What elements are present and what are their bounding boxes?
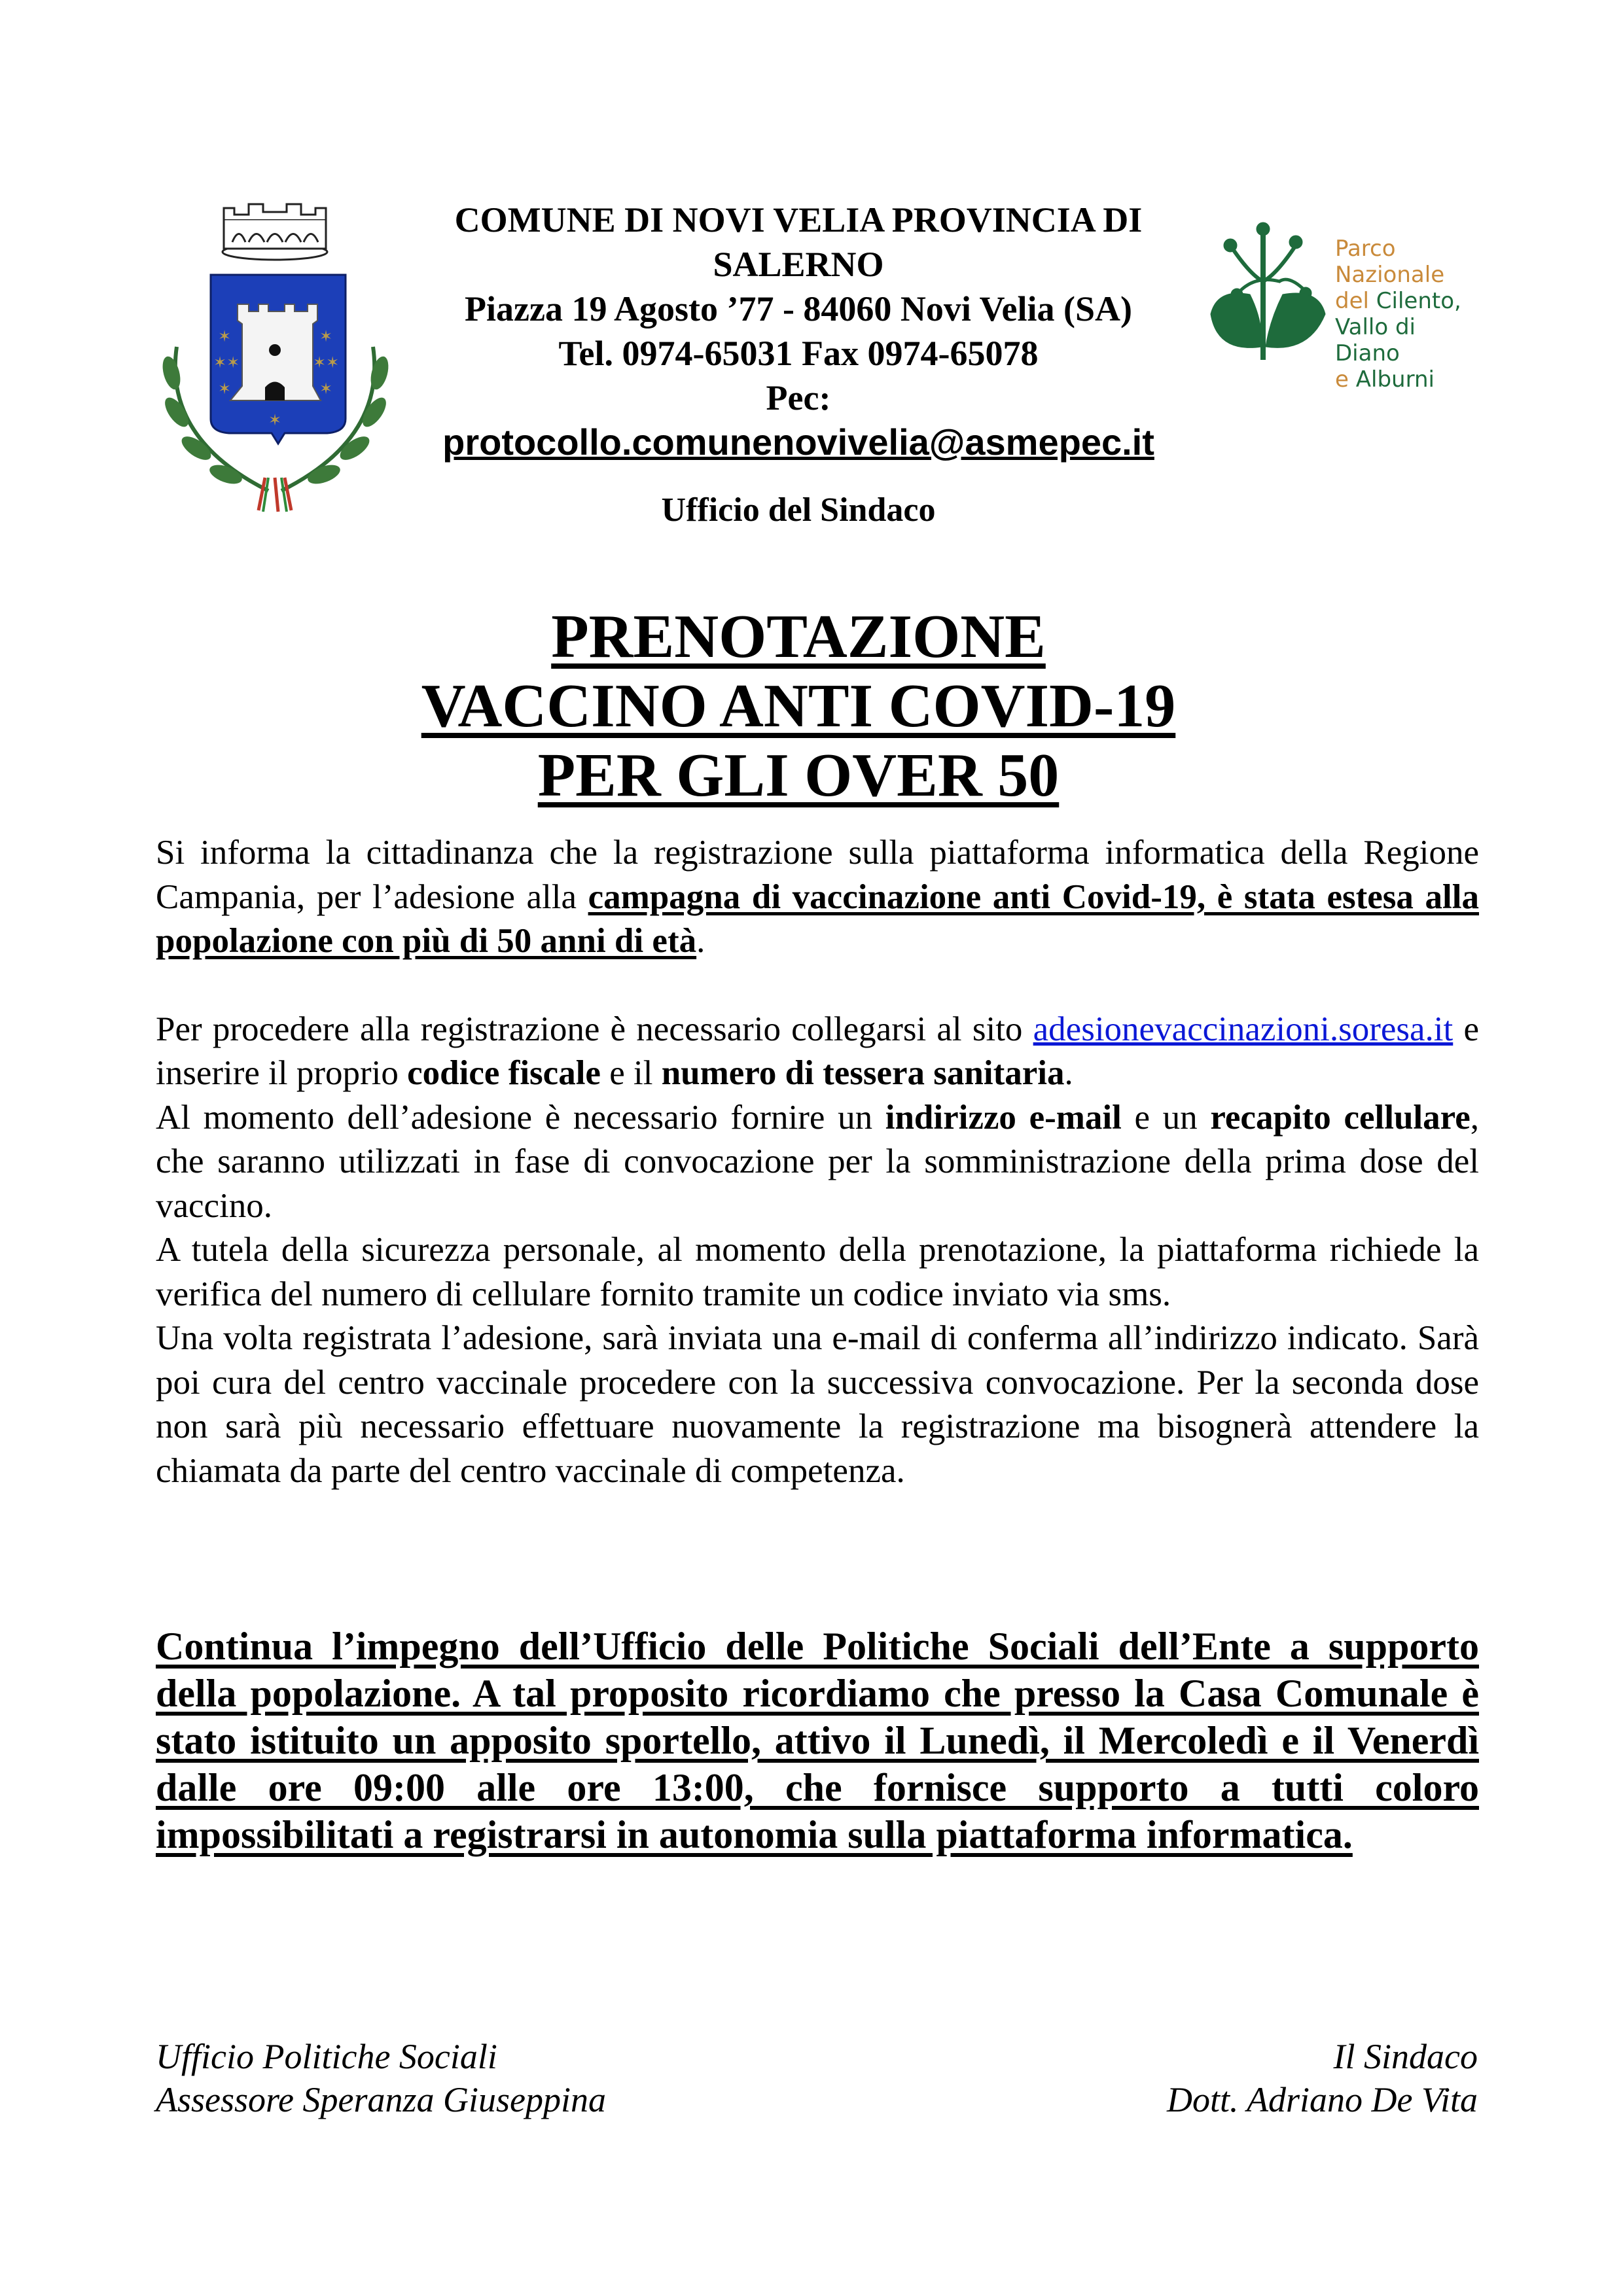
paragraph-security: A tutela della sicurezza personale, al momento della prenotazione, la piattaforma richiede la verifica del numero di cellulare fornito tramite un codice inviato via sms. bbox=[156, 1231, 1479, 1313]
header-line1: COMUNE DI NOVI VELIA PROVINCIA DI bbox=[454, 200, 1143, 239]
svg-text:✶: ✶ bbox=[319, 380, 333, 398]
header-line2: SALERNO bbox=[713, 245, 884, 284]
support-desk-notice: Continua l’impegno dell’Ufficio delle Politiche Sociali dell’Ente a supporto della popolazione. A tal proposito ricordiamo che presso la Casa Comunale è stato istituito un apposito sportello, attivo il Lunedì, il Mercoledì e il Venerdì dalle ore 09:00 alle ore 13:00, che fornisce supporto a tutti coloro impossibilitati a registrarsi in autonomia sulla piattaforma informatica. bbox=[156, 1625, 1479, 1856]
coat-of-arms-logo bbox=[151, 190, 406, 517]
pec-email-link[interactable]: protocollo.comunenovivelia@asmepec.it bbox=[442, 421, 1154, 463]
title-line2: VACCINO ANTI COVID-19 bbox=[421, 672, 1176, 740]
parco-line3: Vallo di Diano bbox=[1335, 314, 1416, 366]
signature-right-name: Dott. Adriano De Vita bbox=[1167, 2080, 1478, 2119]
parco-line2: del Cilento, bbox=[1335, 288, 1461, 314]
signature-right bbox=[1167, 2035, 1478, 2121]
signature-left-office: Ufficio Politiche Sociali bbox=[156, 2037, 497, 2076]
parco-line4: e Alburni bbox=[1335, 366, 1435, 393]
coat-of-arms-icon bbox=[151, 190, 406, 517]
parco-line1: Parco Nazionale bbox=[1335, 236, 1445, 288]
title-line1: PRENOTAZIONE bbox=[551, 603, 1046, 671]
header-phone: Tel. 0974-65031 Fax 0974-65078 bbox=[558, 334, 1039, 373]
paragraph-intro: Si informa la cittadinanza che la registrazione sulla piattaforma informatica della Regione Campania, per l’adesione alla campagna di vaccinazione anti Covid-19, è stata estesa alla popolazione con più di 50 anni di età. bbox=[156, 834, 1479, 960]
soresa-link[interactable]: adesionevaccinazioni.soresa.it bbox=[1033, 1010, 1454, 1048]
page-title bbox=[0, 602, 1597, 810]
signature-left bbox=[156, 2035, 606, 2121]
municipality-header bbox=[393, 198, 1204, 533]
parco-nazionale-logo bbox=[1204, 216, 1486, 393]
svg-text:✶: ✶ bbox=[268, 411, 282, 429]
paragraph-confirmation: Una volta registrata l’adesione, sarà inviata una e-mail di conferma all’indirizzo indicato. Sarà poi cura del centro vaccinale procedere con la successiva convocazione. Per la seconda dose non sarà più necessario effettuare nuovamente la registrazione ma bisognerà attendere la chiamata da parte del centro vaccinale di competenza. bbox=[156, 1319, 1479, 1490]
signature-left-name: Assessore Speranza Giuseppina bbox=[156, 2080, 606, 2119]
svg-text:✶: ✶ bbox=[218, 327, 232, 345]
office-label: Ufficio del Sindaco bbox=[661, 491, 936, 529]
svg-text:✶✶: ✶✶ bbox=[313, 353, 340, 372]
title-line3: PER GLI OVER 50 bbox=[537, 741, 1060, 809]
svg-text:✶: ✶ bbox=[319, 327, 333, 345]
header-address: Piazza 19 Agosto ’77 - 84060 Novi Velia (SA) bbox=[465, 289, 1132, 328]
paragraph-contacts: Al momento dell’adesione è necessario fornire un indirizzo e-mail e un recapito cellulare, che saranno utilizzati in fase di convocazione per la somministrazione della prima dose del vaccino. bbox=[156, 1098, 1479, 1225]
body-text bbox=[156, 831, 1479, 1493]
parco-plant-icon bbox=[1204, 216, 1335, 366]
signature-right-title: Il Sindaco bbox=[1333, 2037, 1478, 2076]
header-pec-label: Pec: bbox=[766, 378, 831, 417]
paragraph-registration: Per procedere alla registrazione è necessario collegarsi al sito adesionevaccinazioni.soresa.it e inserire il proprio codice fiscale e il numero di tessera sanitaria. bbox=[156, 1010, 1479, 1092]
svg-text:✶: ✶ bbox=[218, 380, 232, 398]
svg-text:✶✶: ✶✶ bbox=[213, 353, 240, 372]
